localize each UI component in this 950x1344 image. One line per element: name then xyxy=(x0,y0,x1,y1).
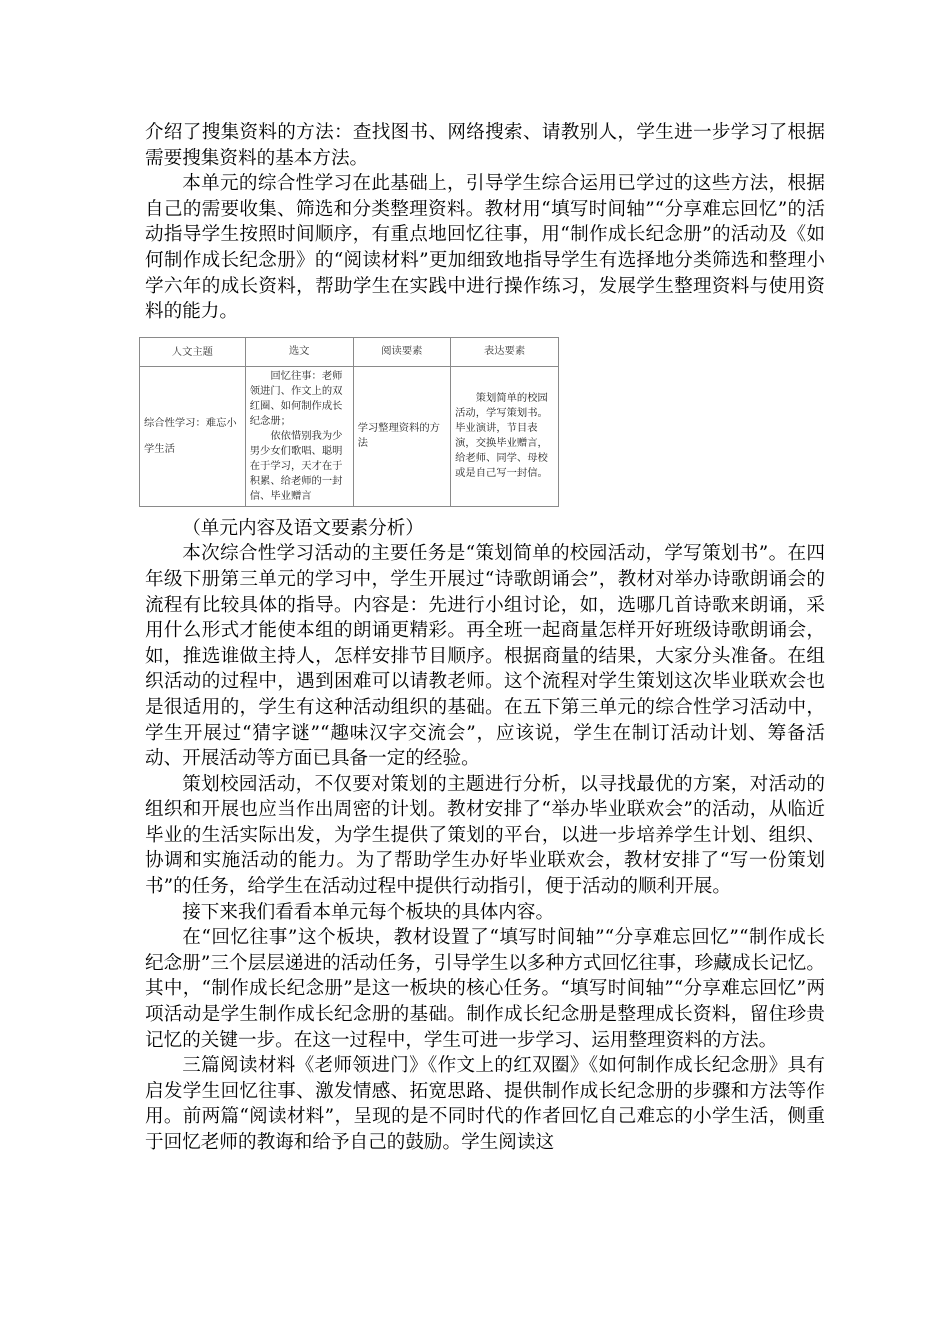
cell-texts-part1: 回忆往事：老师领进门、作文上的双红圈、如何制作成长纪念册； xyxy=(249,369,343,427)
header-expression: 表达要素 xyxy=(451,337,559,366)
paragraph-2: 本单元的综合性学习在此基础上，引导学生综合运用已学过的这些方法，根据自己的需要收集、筛选和分类整理资料。教材用“填写时间轴”“分享难忘回忆”的活动指导学生按照时间顺序，有重点地回忆往事，用“制作成长纪念册”的活动及《如何制作成长纪念册》的“阅读材料”更加细致地指导学生有选择地分类筛选和整理小学六年的成长资料，帮助学生在实践中进行操作练习，发展学生整理资料与使用资料的能力。 xyxy=(145,173,825,323)
paragraph-4: 策划校园活动，不仅要对策划的主题进行分析，以寻找最优的方案，对活动的组织和开展也应当作出周密的计划。教材安排了“举办毕业联欢会”的活动，从临近毕业的生活实际出发，为学生提供了策划的平台，以进一步培养学生计划、组织、协调和实施活动的能力。为了帮助学生办好毕业联欢会，教材安排了“写一份策划书”的任务，给学生在活动过程中提供行动指引，便于活动的顺利开展。 xyxy=(145,773,825,898)
cell-expression: 策划简单的校园活动，学写策划书。毕业演讲，节目表演，交换毕业赠言，给老师、同学、母校或是自己写一封信。 xyxy=(451,366,559,506)
paragraph-6: 在“回忆往事”这个板块，教材设置了“填写时间轴”“分享难忘回忆”“制作成长纪念册”三个层层递进的活动任务，引导学生以多种方式回忆往事，珍藏成长记忆。其中，“制作成长纪念册”是这一板块的核心任务。“填写时间轴”“分享难忘回忆”两项活动是学生制作成长纪念册的基础。制作成长纪念册是整理成长资料，留住珍贵记忆的关键一步。在这一过程中，学生可进一步学习、运用整理资料的方法。 xyxy=(145,927,825,1051)
paragraph-1: 介绍了搜集资料的方法：查找图书、网络搜索、请教别人，学生进一步学习了根据需要搜集资料的基本方法。 xyxy=(145,122,825,169)
header-texts: 选文 xyxy=(245,337,353,366)
paragraph-5: 接下来我们看看本单元每个板块的具体内容。 xyxy=(182,901,555,923)
table-header-row xyxy=(140,337,559,366)
unit-analysis-table xyxy=(139,337,559,507)
paragraph-3: 本次综合性学习活动的主要任务是“策划简单的校园活动，学写策划书”。在四年级下册第三单元的学习中，学生开展过“诗歌朗诵会”，教材对举办诗歌朗诵会的流程有比较具体的指导。内容是：先进行小组讨论，如，选哪几首诗歌来朗诵，采用什么形式才能使本组的朗诵更精彩。再全班一起商量怎样开好班级诗歌朗诵会，如，推选谁做主持人，怎样安排节目顺序。根据商量的结果，大家分头准备。在组织活动的过程中，遇到困难可以请教老师。这个流程对学生策划这次毕业联欢会也是很适用的，学生有这种活动组织的基础。在五下第三单元的综合性学习活动中，学生开展过“猜字谜”“趣味汉字交流会”，应该说，学生在制订活动计划、筹备活动、开展活动等方面已具备一定的经验。 xyxy=(145,543,825,770)
cell-texts xyxy=(245,366,353,506)
table-caption: （单元内容及语文要素分析） xyxy=(182,517,424,539)
table-row xyxy=(140,366,559,506)
document-page xyxy=(145,120,825,1156)
cell-texts-part2: 依依惜别我为少男少女们歌唱、聪明在于学习，天才在于积累、给老师的一封信、毕业赠言 xyxy=(249,429,343,502)
cell-theme: 综合性学习：难忘小学生活 xyxy=(140,366,246,506)
cell-reading: 学习整理资料的方法 xyxy=(353,366,451,506)
header-reading: 阅读要素 xyxy=(353,337,451,366)
paragraph-7: 三篇阅读材料《老师领进门》《作文上的红双圈》《如何制作成长纪念册》具有启发学生回忆往事、激发情感、拓宽思路、提供制作成长纪念册的步骤和方法等作用。前两篇“阅读材料”，呈现的是不同时代的作者回忆自己难忘的小学生活，侧重于回忆老师的教诲和给予自己的鼓励。学生阅读这 xyxy=(145,1055,825,1153)
header-theme: 人文主题 xyxy=(140,337,246,366)
